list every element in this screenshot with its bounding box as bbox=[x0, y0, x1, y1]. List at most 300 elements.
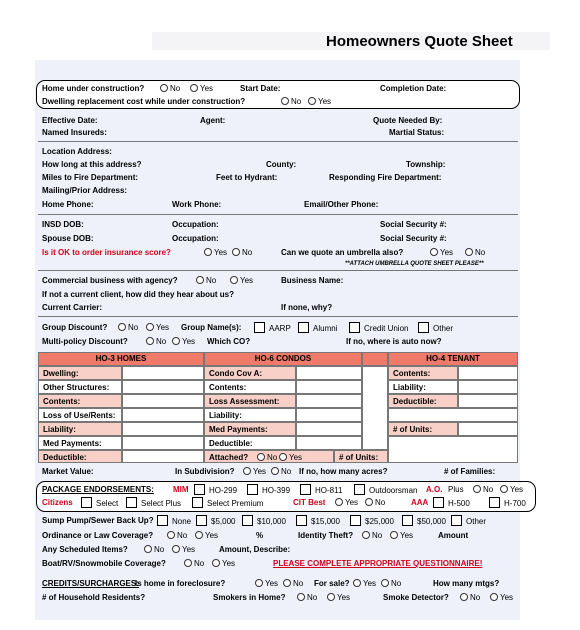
checkbox-10000[interactable] bbox=[242, 515, 286, 527]
radio-icon[interactable] bbox=[184, 559, 192, 567]
ssn-label: Social Security #: bbox=[380, 220, 447, 229]
checkbox-ho-399[interactable] bbox=[247, 484, 290, 496]
radio-label: Yes bbox=[182, 337, 196, 346]
radio-yes[interactable] bbox=[212, 559, 235, 569]
radio-icon[interactable] bbox=[204, 248, 212, 256]
radio-label: Yes bbox=[318, 97, 332, 106]
quote-needed-label: Quote Needed By: bbox=[373, 116, 443, 125]
boat-rv-label: Boat/RV/Snowmobile Coverage? bbox=[42, 559, 166, 568]
radio-yes[interactable] bbox=[490, 593, 513, 603]
radio-label: No bbox=[475, 248, 486, 257]
ho6-row-label-bg bbox=[204, 380, 296, 394]
mim-label: MIM bbox=[173, 485, 189, 494]
coverage-grid bbox=[38, 352, 518, 463]
ho6-loss-assessment-field[interactable] bbox=[296, 394, 362, 408]
radio-no[interactable] bbox=[257, 453, 277, 463]
current-carrier-label: Current Carrier: bbox=[42, 303, 103, 312]
checkbox-label: HO-399 bbox=[262, 486, 291, 495]
radio-icon[interactable] bbox=[279, 453, 287, 461]
complete-questionnaire-note: PLEASE COMPLETE APPROPRIATE QUESTIONNAIRE! bbox=[273, 559, 483, 568]
group-names-label: Group Name(s): bbox=[181, 323, 242, 332]
foreclosure-label: Is home in foreclosure? bbox=[135, 579, 226, 588]
checkbox-none[interactable] bbox=[157, 515, 191, 527]
endorsements-label: PACKAGE ENDORSEMENTS: bbox=[42, 485, 154, 494]
radio-label: No bbox=[128, 323, 139, 332]
cit-best-label: CIT Best bbox=[293, 498, 326, 507]
checkbox-label: Select bbox=[96, 499, 119, 508]
ho4-units-field[interactable] bbox=[458, 422, 518, 436]
ho3-liability-label: Liability: bbox=[43, 425, 76, 434]
martial-status-label: Martial Status: bbox=[389, 128, 445, 137]
radio-icon[interactable] bbox=[144, 545, 152, 553]
checkbox-25000[interactable] bbox=[350, 515, 394, 527]
radio-icon[interactable] bbox=[118, 323, 126, 331]
ho3-row-label-bg bbox=[38, 394, 122, 408]
checkbox-alumni[interactable] bbox=[298, 322, 337, 334]
radio-label: Yes bbox=[265, 579, 279, 588]
checkbox-5000[interactable] bbox=[196, 515, 235, 527]
checkbox-icon[interactable] bbox=[402, 515, 413, 526]
radio-label: No bbox=[281, 467, 292, 476]
ho6-condo-cov-a-label: Condo Cov A: bbox=[209, 369, 263, 378]
checkbox-icon[interactable] bbox=[296, 515, 307, 526]
occupation-label: Occupation: bbox=[172, 234, 219, 243]
divider bbox=[38, 214, 518, 215]
radio-no[interactable] bbox=[473, 485, 493, 495]
ho3-other-structures-label: Other Structures: bbox=[43, 383, 110, 392]
market-value-label: Market Value: bbox=[42, 467, 94, 476]
radio-label: No bbox=[267, 453, 278, 462]
radio-yes[interactable] bbox=[390, 531, 413, 541]
occupation-label: Occupation: bbox=[172, 220, 219, 229]
radio-label: Yes bbox=[240, 276, 254, 285]
radio-icon[interactable] bbox=[172, 337, 180, 345]
ho3-loss-of-use-field[interactable] bbox=[122, 408, 204, 422]
radio-no[interactable] bbox=[365, 498, 385, 508]
radio-icon[interactable] bbox=[308, 97, 316, 105]
ho6-units-cell bbox=[334, 450, 388, 463]
ho6-liability-field[interactable] bbox=[296, 408, 362, 422]
divider bbox=[38, 270, 518, 271]
radio-icon[interactable] bbox=[327, 593, 335, 601]
radio-label: Yes bbox=[182, 545, 196, 554]
checkbox-label: Select Plus bbox=[141, 499, 182, 508]
checkbox-15000[interactable] bbox=[296, 515, 340, 527]
ao-label: A.O. bbox=[426, 485, 443, 494]
radio-icon[interactable] bbox=[473, 485, 481, 493]
ho3-row-label-bg bbox=[38, 450, 122, 463]
radio-label: No bbox=[293, 579, 304, 588]
checkbox-label: Outdoorsman bbox=[369, 486, 418, 495]
radio-yes[interactable] bbox=[172, 545, 195, 555]
checkbox-label: AARP bbox=[269, 324, 291, 333]
ho4-row-label-bg bbox=[388, 380, 458, 394]
ho3-header: HO-3 HOMES bbox=[38, 352, 204, 366]
radio-label: Yes bbox=[200, 84, 214, 93]
insurance-score-label: Is it OK to order insurance score? bbox=[42, 248, 171, 257]
radio-no[interactable] bbox=[297, 593, 317, 603]
families-label: # of Families: bbox=[444, 467, 496, 476]
ho3-row-label-bg bbox=[38, 436, 122, 450]
radio-label: No bbox=[470, 593, 481, 602]
ho6-row-label-bg bbox=[204, 422, 296, 436]
checkbox-icon[interactable] bbox=[242, 515, 253, 526]
ho4-units-label: # of Units: bbox=[393, 425, 433, 434]
checkbox-icon[interactable] bbox=[157, 515, 168, 526]
radio-label: Yes bbox=[289, 453, 303, 462]
radio-yes[interactable] bbox=[500, 485, 523, 495]
ho6-loss-assessment-label: Loss Assessment: bbox=[209, 397, 280, 406]
ho3-row-label-bg bbox=[38, 422, 122, 436]
radio-label: Yes bbox=[214, 248, 228, 257]
ho3-row-label-bg bbox=[38, 408, 122, 422]
checkbox-ho-299[interactable] bbox=[194, 484, 237, 496]
radio-yes[interactable] bbox=[279, 453, 302, 463]
checkbox-label: HO-299 bbox=[209, 486, 238, 495]
radio-label: Yes bbox=[156, 323, 170, 332]
ho6-units-label: # of Units: bbox=[339, 453, 379, 462]
checkbox-label: Alumni bbox=[313, 324, 338, 333]
radio-yes[interactable] bbox=[172, 337, 195, 347]
amount-label: Amount bbox=[438, 531, 469, 540]
radio-icon[interactable] bbox=[212, 559, 220, 567]
ho4-row-label-bg bbox=[388, 366, 458, 380]
radio-yes[interactable] bbox=[204, 248, 227, 258]
radio-icon[interactable] bbox=[353, 579, 361, 587]
checkbox-ho-811[interactable] bbox=[300, 484, 342, 496]
radio-label: No bbox=[206, 276, 217, 285]
checkbox-icon[interactable] bbox=[81, 497, 92, 508]
checkbox-label: $5,000 bbox=[211, 517, 236, 526]
radio-no[interactable] bbox=[232, 248, 252, 258]
checkbox-icon[interactable] bbox=[196, 515, 207, 526]
radio-icon[interactable] bbox=[160, 84, 168, 92]
checkbox-icon[interactable] bbox=[192, 497, 203, 508]
plus-label: Plus bbox=[448, 485, 464, 494]
township-label: Township: bbox=[406, 160, 446, 169]
radio-icon[interactable] bbox=[146, 337, 154, 345]
ssn-label: Social Security #: bbox=[380, 234, 447, 243]
radio-no[interactable] bbox=[118, 323, 138, 333]
radio-label: No bbox=[242, 248, 253, 257]
radio-no[interactable] bbox=[196, 276, 216, 286]
radio-label: Yes bbox=[222, 559, 236, 568]
checkbox-icon[interactable] bbox=[247, 484, 258, 495]
ho6-deductible-field[interactable] bbox=[296, 436, 362, 450]
radio-label: Yes bbox=[440, 248, 454, 257]
radio-icon[interactable] bbox=[243, 467, 251, 475]
ho6-condo-cov-a-field[interactable] bbox=[296, 366, 362, 380]
ho4-contents-field[interactable] bbox=[458, 366, 518, 380]
radio-icon[interactable] bbox=[146, 323, 154, 331]
checkbox-icon[interactable] bbox=[354, 484, 365, 495]
ho6-contents-field[interactable] bbox=[296, 380, 362, 394]
radio-icon[interactable] bbox=[430, 248, 438, 256]
ho6-attached-row bbox=[204, 450, 334, 463]
checkbox-outdoorsman[interactable] bbox=[354, 484, 417, 496]
how-many-acres-label: If no, how many acres? bbox=[299, 467, 388, 476]
checkbox-select-plus[interactable] bbox=[126, 497, 181, 509]
radio-icon[interactable] bbox=[271, 467, 279, 475]
checkbox-icon[interactable] bbox=[350, 515, 361, 526]
mailing-address-label: Mailing/Prior Address: bbox=[42, 186, 128, 195]
radio-icon[interactable] bbox=[390, 531, 398, 539]
radio-label: Yes bbox=[363, 579, 377, 588]
checkbox-label: H-700 bbox=[504, 499, 526, 508]
checkbox-icon[interactable] bbox=[300, 484, 311, 495]
ho3-dwelling-field[interactable] bbox=[122, 366, 204, 380]
identity-theft-label: Identity Theft? bbox=[298, 531, 354, 540]
ho4-liability-field[interactable] bbox=[458, 380, 518, 394]
start-date-label: Start Date: bbox=[240, 84, 281, 93]
checkbox-label: HO-811 bbox=[315, 486, 343, 495]
radio-icon[interactable] bbox=[257, 453, 265, 461]
ho6-row-label-bg bbox=[204, 436, 296, 450]
radio-label: No bbox=[307, 593, 318, 602]
checkbox-icon[interactable] bbox=[433, 497, 444, 508]
radio-no[interactable] bbox=[146, 337, 166, 347]
radio-no[interactable] bbox=[167, 531, 187, 541]
credits-surcharges-label: CREDITS/SURCHARGES: bbox=[42, 579, 139, 588]
ho4-contents-label: Contents: bbox=[393, 369, 431, 378]
radio-label: No bbox=[170, 84, 181, 93]
radio-icon[interactable] bbox=[465, 248, 473, 256]
divider bbox=[38, 141, 518, 142]
ho3-row-label-bg bbox=[38, 366, 122, 380]
ho3-med-payments-field[interactable] bbox=[122, 436, 204, 450]
location-address-label: Location Address: bbox=[42, 147, 112, 156]
radio-yes[interactable] bbox=[430, 248, 453, 258]
radio-icon[interactable] bbox=[232, 248, 240, 256]
checkbox-label: Other bbox=[433, 324, 454, 333]
radio-label: Yes bbox=[500, 593, 514, 602]
group-discount-label: Group Discount? bbox=[42, 323, 108, 332]
radio-icon[interactable] bbox=[195, 531, 203, 539]
ho6-liability-label: Liability: bbox=[209, 411, 242, 420]
checkbox-label: H-500 bbox=[448, 499, 470, 508]
ho3-contents-label: Contents: bbox=[43, 397, 81, 406]
radio-label: No bbox=[194, 559, 205, 568]
radio-icon[interactable] bbox=[362, 531, 370, 539]
radio-label: Yes bbox=[337, 593, 351, 602]
ho3-deductible-field[interactable] bbox=[122, 450, 204, 463]
radio-icon[interactable] bbox=[230, 276, 238, 284]
radio-no[interactable] bbox=[362, 531, 382, 541]
not-current-client-label: If not a current client, how did they hear about us? bbox=[42, 290, 235, 299]
which-co-label: Which CO? bbox=[207, 337, 251, 346]
checkbox-other[interactable] bbox=[418, 322, 453, 334]
radio-label: Yes bbox=[205, 531, 219, 540]
checkbox-label: $10,000 bbox=[257, 517, 286, 526]
ho3-loss-of-use-label: Loss of Use/Rents: bbox=[43, 411, 116, 420]
ho6-contents-label: Contents: bbox=[209, 383, 247, 392]
multi-policy-label: Multi-policy Discount? bbox=[42, 337, 128, 346]
checkbox-icon[interactable] bbox=[126, 497, 137, 508]
radio-no[interactable] bbox=[283, 579, 303, 589]
radio-label: No bbox=[154, 545, 165, 554]
radio-icon[interactable] bbox=[297, 593, 305, 601]
ho4-row-label-bg bbox=[388, 394, 458, 408]
checkbox-icon[interactable] bbox=[451, 515, 462, 526]
checkbox-icon[interactable] bbox=[489, 497, 500, 508]
umbrella-note: **ATTACH UMBRELLA QUOTE SHEET PLEASE** bbox=[345, 261, 484, 267]
radio-icon[interactable] bbox=[167, 531, 175, 539]
checkbox-h-500[interactable] bbox=[433, 497, 470, 509]
ho6-med-payments-field[interactable] bbox=[296, 422, 362, 436]
auto-now-label: If no, where is auto now? bbox=[346, 337, 442, 346]
checkbox-other[interactable] bbox=[451, 515, 486, 527]
miles-fire-label: Miles to Fire Department: bbox=[42, 173, 139, 182]
ho6-row-label-bg bbox=[204, 366, 296, 380]
feet-hydrant-label: Feet to Hydrant: bbox=[216, 173, 278, 182]
radio-yes[interactable] bbox=[335, 498, 358, 508]
radio-icon[interactable] bbox=[172, 545, 180, 553]
radio-label: No bbox=[291, 97, 302, 106]
radio-label: Yes bbox=[253, 467, 267, 476]
ho4-blank bbox=[388, 436, 518, 463]
ho4-header: HO-4 TENANT bbox=[388, 352, 518, 366]
how-long-label: How long at this address? bbox=[42, 160, 142, 169]
radio-label: Yes bbox=[345, 498, 359, 507]
checkbox-icon[interactable] bbox=[298, 322, 309, 333]
checkbox-select[interactable] bbox=[81, 497, 118, 509]
ho4-deductible-field[interactable] bbox=[458, 394, 518, 408]
effective-date-label: Effective Date: bbox=[42, 116, 98, 125]
checkbox-label: Other bbox=[466, 517, 487, 526]
radio-no[interactable] bbox=[465, 248, 485, 258]
divider bbox=[38, 316, 518, 317]
ho6-row-label-bg bbox=[204, 408, 296, 422]
radio-no[interactable] bbox=[460, 593, 480, 603]
radio-yes[interactable] bbox=[230, 276, 253, 286]
ho3-deductible-label: Deductible: bbox=[43, 453, 87, 462]
completion-date-label: Completion Date: bbox=[380, 84, 447, 93]
radio-label: No bbox=[483, 485, 494, 494]
scheduled-items-label: Any Scheduled Items? bbox=[42, 545, 128, 554]
radio-label: Yes bbox=[400, 531, 414, 540]
ho3-liability-field[interactable] bbox=[122, 422, 204, 436]
radio-icon[interactable] bbox=[500, 485, 508, 493]
email-label: Email/Other Phone: bbox=[304, 200, 379, 209]
household-residents-label: # of Household Residents? bbox=[42, 593, 146, 602]
sump-pump-label: Sump Pump/Sewer Back Up? bbox=[42, 516, 154, 525]
home-under-construction-label: Home under construction? bbox=[42, 84, 145, 93]
subdivision-label: In Subdivision? bbox=[175, 467, 235, 476]
work-phone-label: Work Phone: bbox=[172, 200, 222, 209]
business-name-label: Business Name: bbox=[281, 276, 344, 285]
checkbox-icon[interactable] bbox=[254, 322, 265, 333]
ho4-blank bbox=[388, 408, 518, 422]
checkbox-h-700[interactable] bbox=[489, 497, 526, 509]
ho3-contents-field[interactable] bbox=[122, 394, 204, 408]
radio-label: No bbox=[372, 531, 383, 540]
radio-yes[interactable] bbox=[255, 579, 278, 589]
checkbox-50000[interactable] bbox=[402, 515, 446, 527]
radio-icon[interactable] bbox=[190, 84, 198, 92]
checkbox-label: $50,000 bbox=[417, 517, 446, 526]
radio-yes[interactable] bbox=[195, 531, 218, 541]
ho6-attached-label: Attached? bbox=[209, 453, 249, 462]
radio-yes[interactable] bbox=[190, 84, 213, 94]
radio-yes[interactable] bbox=[146, 323, 169, 333]
checkbox-label: Select Premium bbox=[207, 499, 264, 508]
if-none-why-label: If none, why? bbox=[281, 303, 333, 312]
radio-icon[interactable] bbox=[460, 593, 468, 601]
ho4-row-label-bg bbox=[388, 422, 458, 436]
radio-no[interactable] bbox=[144, 545, 164, 555]
header-spacer bbox=[362, 352, 388, 366]
checkbox-label: $25,000 bbox=[365, 517, 394, 526]
commercial-label: Commercial business with agency? bbox=[42, 276, 178, 285]
ho3-row-label-bg bbox=[38, 380, 122, 394]
radio-no[interactable] bbox=[281, 97, 301, 107]
radio-icon[interactable] bbox=[365, 498, 373, 506]
checkbox-select-premium[interactable] bbox=[192, 497, 263, 509]
checkbox-label: $15,000 bbox=[311, 517, 340, 526]
ho3-med-payments-label: Med Payments: bbox=[43, 439, 102, 448]
radio-no[interactable] bbox=[184, 559, 204, 569]
radio-label: No bbox=[177, 531, 188, 540]
amount-describe-label: Amount, Describe: bbox=[219, 545, 291, 554]
checkbox-label: Credit Union bbox=[364, 324, 409, 333]
radio-icon[interactable] bbox=[490, 593, 498, 601]
home-phone-label: Home Phone: bbox=[42, 200, 94, 209]
radio-icon[interactable] bbox=[255, 579, 263, 587]
radio-label: No bbox=[375, 498, 386, 507]
radio-label: No bbox=[156, 337, 167, 346]
how-many-mtgs-label: How many mtgs? bbox=[433, 579, 500, 588]
radio-icon[interactable] bbox=[281, 97, 289, 105]
percent-label: % bbox=[256, 531, 264, 540]
for-sale-label: For sale? bbox=[314, 579, 350, 588]
radio-no[interactable] bbox=[160, 84, 180, 94]
radio-icon[interactable] bbox=[381, 579, 389, 587]
radio-icon[interactable] bbox=[335, 498, 343, 506]
checkbox-icon[interactable] bbox=[349, 322, 360, 333]
radio-icon[interactable] bbox=[283, 579, 291, 587]
radio-label: Yes bbox=[510, 485, 524, 494]
spouse-dob-label: Spouse DOB: bbox=[42, 234, 94, 243]
ho3-dwelling-label: Dwelling: bbox=[43, 369, 79, 378]
aaa-label: AAA bbox=[411, 498, 429, 507]
dwelling-replacement-label: Dwelling replacement cost while under construction? bbox=[42, 97, 246, 106]
named-insureds-label: Named Insureds: bbox=[42, 128, 107, 137]
ho6-row-label-bg bbox=[204, 394, 296, 408]
ho4-liability-label: Liability: bbox=[393, 383, 426, 392]
checkbox-icon[interactable] bbox=[194, 484, 205, 495]
checkbox-label: None bbox=[172, 517, 192, 526]
checkbox-icon[interactable] bbox=[418, 322, 429, 333]
radio-yes[interactable] bbox=[243, 467, 266, 477]
radio-no[interactable] bbox=[271, 467, 291, 477]
radio-no[interactable] bbox=[381, 579, 401, 589]
ho6-header: HO-6 CONDOS bbox=[204, 352, 362, 366]
ho6-deductible-label: Deductible: bbox=[209, 439, 253, 448]
ho4-deductible-label: Deductible: bbox=[393, 397, 437, 406]
radio-yes[interactable] bbox=[308, 97, 331, 107]
smoke-detector-label: Smoke Detector? bbox=[383, 593, 449, 602]
ho3-other-structures-field[interactable] bbox=[122, 380, 204, 394]
radio-icon[interactable] bbox=[196, 276, 204, 284]
checkbox-aarp[interactable] bbox=[254, 322, 291, 334]
checkbox-credit-union[interactable] bbox=[349, 322, 408, 334]
responding-fire-label: Responding Fire Department: bbox=[329, 173, 442, 182]
ordinance-label: Ordinance or Law Coverage? bbox=[42, 531, 154, 540]
radio-yes[interactable] bbox=[353, 579, 376, 589]
smokers-label: Smokers in Home? bbox=[213, 593, 286, 602]
radio-yes[interactable] bbox=[327, 593, 350, 603]
page-title: Homeowners Quote Sheet bbox=[326, 33, 513, 50]
